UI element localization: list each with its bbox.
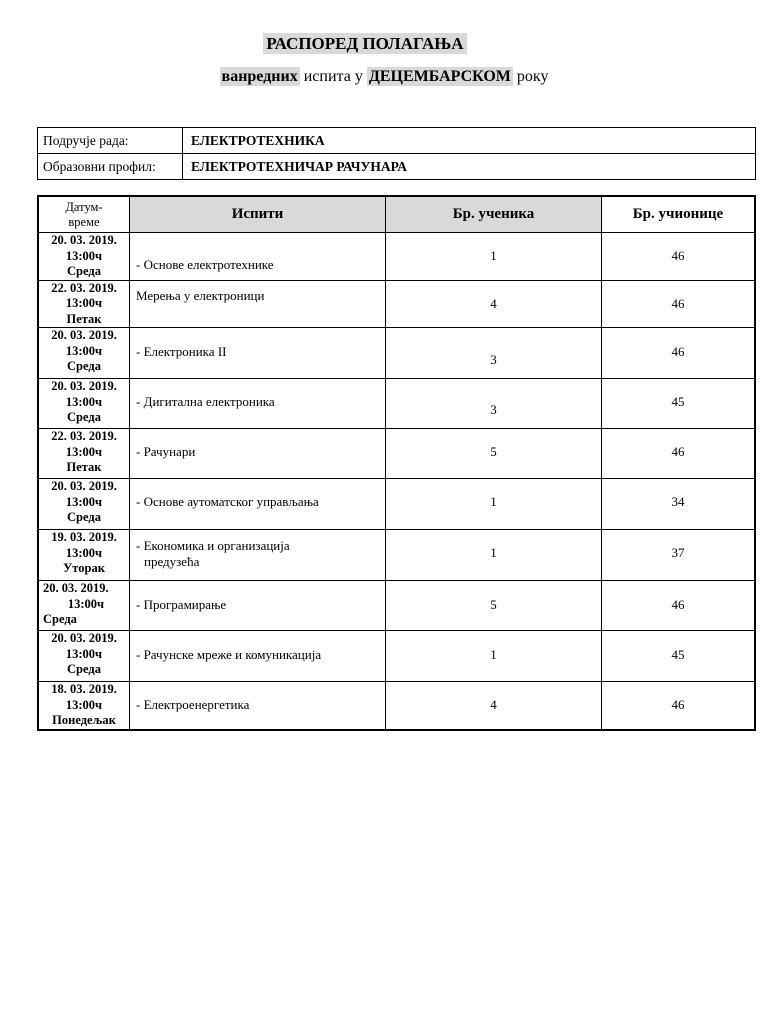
row-students: 5 [386, 581, 602, 631]
info-row-area [38, 128, 756, 154]
row-time: 13:00ч [65, 545, 103, 560]
row-day: Среда [43, 612, 77, 626]
document-subtitle [0, 68, 768, 86]
row-room: 46 [602, 429, 756, 479]
row-room: 45 [602, 379, 756, 429]
profile-value: ЕЛЕКТРОТЕХНИЧАР РАЧУНАРА [183, 154, 756, 180]
row-time: 13:00ч [67, 596, 105, 611]
schedule-header-row [38, 196, 755, 233]
row-date-cell [38, 233, 130, 281]
row-exam-line2: предузећа [144, 554, 200, 569]
table-row [38, 479, 755, 530]
row-date-cell [38, 530, 130, 581]
row-day: Уторак [63, 561, 105, 575]
row-date-cell [38, 581, 130, 631]
row-students: 1 [386, 530, 602, 581]
info-row-profile [38, 154, 756, 180]
document-title [0, 34, 730, 54]
table-row [38, 682, 755, 730]
subtitle-part4: року [512, 68, 549, 85]
row-room: 46 [602, 280, 756, 328]
row-date-cell [38, 631, 130, 682]
table-row [38, 429, 755, 479]
row-exam: Мерења у електроници [130, 280, 386, 328]
row-students: 1 [386, 631, 602, 682]
row-date: 19. 03. 2019. [51, 530, 117, 544]
row-day: Среда [67, 662, 101, 676]
row-exam [130, 530, 386, 581]
row-date: 20. 03. 2019. [51, 631, 117, 645]
header-date-line1: Датум- [65, 199, 103, 214]
row-exam: - Програмирање [130, 581, 386, 631]
row-room: 46 [602, 328, 756, 379]
row-date: 22. 03. 2019. [51, 429, 117, 443]
header-date-line2: време [68, 214, 100, 229]
title-text: РАСПОРЕД ПОЛАГАЊА [263, 33, 466, 54]
row-students: 4 [386, 682, 602, 730]
row-room: 46 [602, 581, 756, 631]
row-time: 13:00ч [65, 248, 103, 263]
info-table [37, 127, 756, 180]
row-day: Среда [67, 264, 101, 278]
row-exam: - Електроника II [130, 328, 386, 379]
table-row [38, 631, 755, 682]
row-time: 13:00ч [65, 343, 103, 358]
row-date: 20. 03. 2019. [51, 479, 117, 493]
row-time: 13:00ч [65, 646, 103, 661]
row-time: 13:00ч [65, 494, 103, 509]
table-row [38, 379, 755, 429]
row-day: Среда [67, 510, 101, 524]
row-time: 13:00ч [65, 296, 103, 310]
subtitle-part1: ванредних [221, 68, 298, 85]
row-date-cell [38, 682, 130, 730]
row-day: Среда [67, 359, 101, 373]
row-exam: - Рачунари [130, 429, 386, 479]
row-date-cell [38, 479, 130, 530]
row-date: 20. 03. 2019. [43, 581, 109, 595]
row-room: 46 [602, 682, 756, 730]
table-row [38, 233, 755, 281]
row-students: 1 [386, 233, 602, 281]
subtitle-part2: испита у [299, 68, 367, 85]
row-day: Петак [66, 311, 102, 326]
row-time: 13:00ч [65, 444, 103, 459]
row-exam: - Основе електротехнике [130, 233, 386, 281]
row-date: 22. 03. 2019. [51, 280, 117, 295]
row-date-cell [38, 379, 130, 429]
row-date: 20. 03. 2019. [51, 233, 117, 247]
row-day: Понедељак [52, 713, 116, 727]
header-date [38, 196, 130, 233]
row-room: 34 [602, 479, 756, 530]
row-room: 37 [602, 530, 756, 581]
profile-label: Образовни профил: [38, 154, 183, 180]
row-time: 13:00ч [65, 697, 103, 712]
row-date-cell [38, 328, 130, 379]
row-day: Среда [67, 410, 101, 424]
row-exam: - Дигитална електроника [130, 379, 386, 429]
row-students: 3 [386, 379, 602, 429]
area-label: Подручје рада: [38, 128, 183, 154]
row-time: 13:00ч [65, 394, 103, 409]
row-date: 20. 03. 2019. [51, 328, 117, 342]
row-students: 1 [386, 479, 602, 530]
row-students: 3 [386, 328, 602, 379]
row-room: 45 [602, 631, 756, 682]
row-date: 18. 03. 2019. [51, 682, 117, 696]
row-date: 20. 03. 2019. [51, 379, 117, 393]
row-students: 5 [386, 429, 602, 479]
schedule-table [37, 195, 756, 731]
area-value: ЕЛЕКТРОТЕХНИКА [183, 128, 756, 154]
table-row [38, 280, 755, 328]
row-date-cell [38, 280, 130, 328]
row-students: 4 [386, 280, 602, 328]
row-exam: - Основе аутоматског управљања [130, 479, 386, 530]
row-exam: - Електроенергетика [130, 682, 386, 730]
table-row [38, 581, 755, 631]
header-exams: Испити [130, 196, 386, 233]
row-exam-line1: - Економика и организација [136, 538, 290, 553]
row-date-cell [38, 429, 130, 479]
row-room: 46 [602, 233, 756, 281]
table-row [38, 530, 755, 581]
row-exam: - Рачунске мреже и комуникација [130, 631, 386, 682]
subtitle-part3: ДЕЦЕМБАРСКОМ [368, 68, 511, 85]
header-students: Бр. ученика [386, 196, 602, 233]
header-classroom: Бр. учионице [602, 196, 756, 233]
table-row [38, 328, 755, 379]
row-day: Петак [66, 460, 102, 474]
